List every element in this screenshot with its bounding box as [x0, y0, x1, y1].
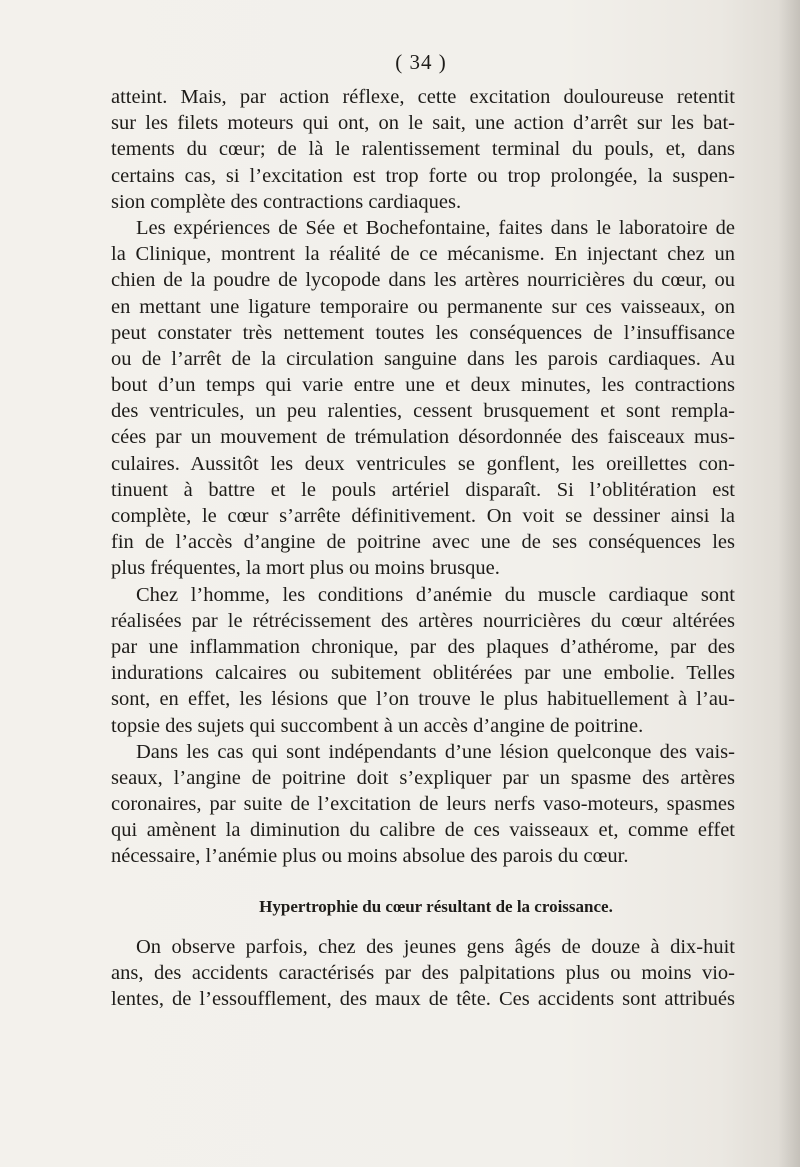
- text-line: Dans les cas qui sont indépendants d’une lésion quelconque des vais-: [136, 740, 735, 763]
- text-line: des ventricules, un peu ralenties, cessent brusquement et sont rempla-: [111, 400, 735, 423]
- section-heading: Hypertrophie du cœur résultant de la croissance.: [259, 896, 613, 916]
- text-line: Chez l’homme, les conditions d’anémie du muscle cardiaque sont: [136, 583, 735, 606]
- text-line: peut constater très nettement toutes les conséquences de l’insuffisance: [111, 321, 735, 344]
- text-line: coronaires, par suite de l’excitation de leurs nerfs vaso-moteurs, spasmes: [111, 793, 735, 816]
- body-text: [111, 84, 735, 1012]
- text-line: ans, des accidents caractérisés par des palpitations plus ou moins vio-: [111, 961, 735, 984]
- text-line: sont, en effet, les lésions que l’on trouve le plus habituellement à l’au-: [111, 688, 735, 711]
- text-line: plus fréquentes, la mort plus ou moins brusque.: [111, 557, 500, 580]
- text-line: On observe parfois, chez des jeunes gens âgés de douze à dix-huit: [136, 935, 735, 958]
- text-line: chien de la poudre de lycopode dans les artères nourricières du cœur, ou: [111, 269, 735, 292]
- text-line: ou de l’arrêt de la circulation sanguine dans les parois cardiaques. Au: [111, 347, 735, 370]
- text-line: indurations calcaires ou subitement oblitérées par une embolie. Telles: [111, 662, 735, 685]
- paragraph-4: [111, 739, 735, 870]
- paragraph-2: [111, 215, 735, 582]
- text-line: par une inflammation chronique, par des plaques d’athérome, par des: [111, 635, 735, 658]
- text-line: lentes, de l’essoufflement, des maux de tête. Ces accidents sont attribués: [111, 988, 735, 1010]
- text-line: en mettant une ligature temporaire ou permanente sur ces vaisseaux, on: [111, 295, 735, 318]
- text-line: tinuent à battre et le pouls artériel disparaît. Si l’oblitération est: [111, 478, 735, 501]
- text-line: complète, le cœur s’arrête définitivement. On voit se dessiner ainsi la: [111, 505, 735, 527]
- text-line: tements du cœur; de là le ralentissement terminal du pouls, et, dans: [111, 138, 735, 161]
- paragraph-1: [111, 84, 735, 215]
- text-line: nécessaire, l’anémie plus ou moins absolue des parois du cœur.: [111, 845, 629, 868]
- text-line: seaux, l’angine de poitrine doit s’expliquer par un spasme des artères: [111, 766, 735, 789]
- text-line: Les expériences de Sée et Bochefontaine, faites dans le laboratoire de: [136, 216, 735, 239]
- text-line: bout d’un temps qui varie entre une et deux minutes, les contractions: [111, 374, 735, 397]
- text-line: sur les filets moteurs qui ont, on le sait, une action d’arrêt sur les bat-: [111, 112, 735, 135]
- text-line: topsie des sujets qui succombent à un accès d’angine de poitrine.: [111, 714, 644, 737]
- text-line: culaires. Aussitôt les deux ventricules se gonflent, les oreillettes con-: [111, 452, 735, 475]
- paragraph-3: [111, 582, 735, 739]
- paragraph-5: [111, 934, 735, 1013]
- text-line: certains cas, si l’excitation est trop forte ou trop prolongée, la suspen-: [111, 164, 735, 187]
- text-line: fin de l’accès d’angine de poitrine avec une de ses conséquences les: [111, 531, 735, 554]
- page-number: ( 34 ): [395, 50, 447, 74]
- text-line: atteint. Mais, par action réflexe, cette excitation douloureuse retentit: [111, 86, 735, 108]
- text-line: la Clinique, montrent la réalité de ce mécanisme. En injectant chez un: [111, 243, 735, 266]
- text-line: réalisées par le rétrécissement des artères nourricières du cœur altérées: [111, 609, 735, 632]
- text-line: sion complète des contractions cardiaques.: [111, 190, 462, 213]
- text-line: cées par un mouvement de trémulation désordonnée des faisceaux mus-: [111, 426, 735, 449]
- text-line: qui amènent la diminution du calibre de ces vaisseaux et, comme effet: [111, 819, 735, 842]
- page-gutter-shadow: [778, 0, 800, 1167]
